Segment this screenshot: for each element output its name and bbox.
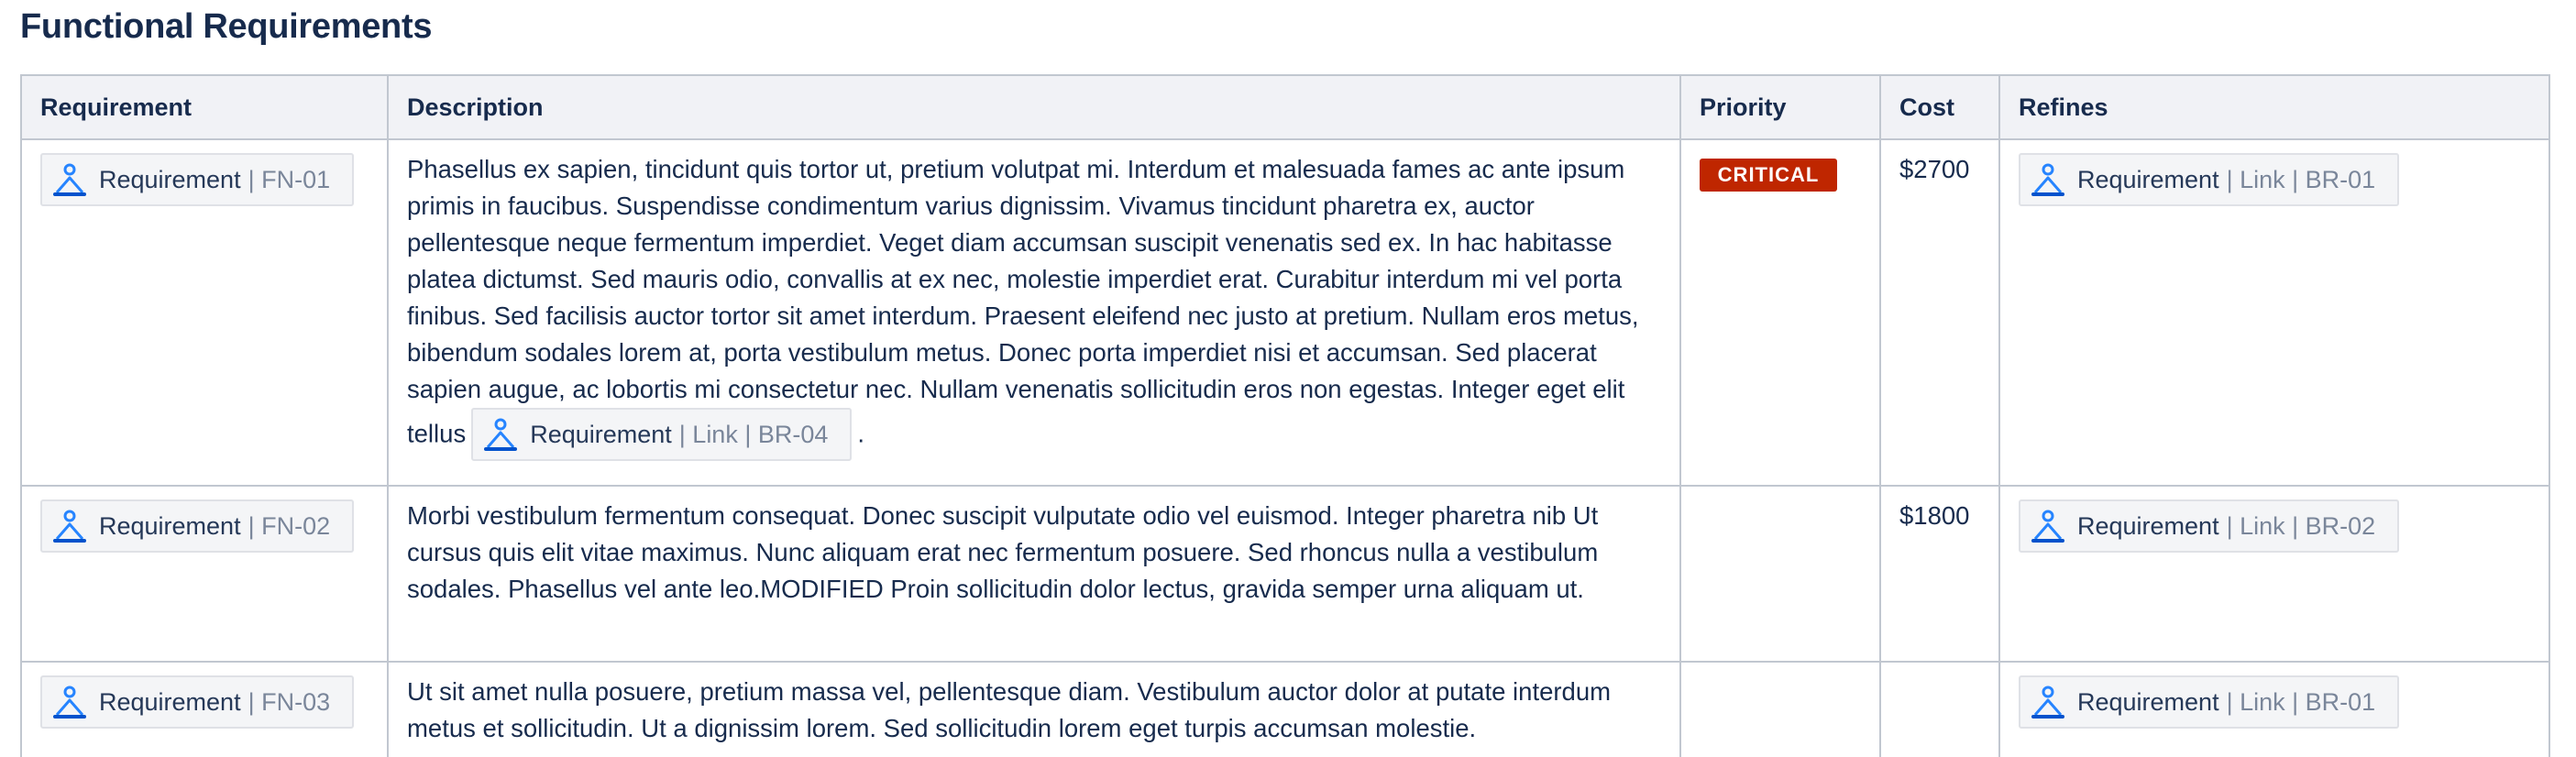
priority-cell [1680,139,1880,486]
chip-name: Requirement [530,421,672,448]
priority-badge: CRITICAL [1700,159,1837,192]
table-row [21,486,2549,662]
refines-cell [1999,662,2549,757]
priority-cell [1680,486,1880,662]
requirement-person-icon [482,416,519,453]
requirements-table [20,74,2550,757]
chip-name: Requirement [2077,166,2219,193]
requirement-link-chip[interactable] [40,153,354,206]
page-title: Functional Requirements [20,7,433,46]
priority-cell [1680,662,1880,757]
refines-cell [1999,486,2549,662]
cost-cell: $2700 [1880,139,1999,486]
table-row [21,662,2549,757]
refines-link-chip[interactable] [2019,675,2399,729]
requirement-person-icon [51,684,88,720]
description-cell [388,139,1680,486]
chip-meta: | FN-01 [248,166,331,193]
refines-link-chip[interactable] [2019,499,2399,553]
chip-meta: | Link | BR-04 [678,421,829,448]
column-header-requirement: Requirement [21,75,388,139]
requirement-person-icon [2030,508,2066,544]
requirement-person-icon [2030,161,2066,198]
requirement-cell [21,662,388,757]
chip-name: Requirement [99,688,241,716]
description-cell: Morbi vestibulum fermentum consequat. Donec suscipit vulputate odio vel euismod. Integer pharetra nib Ut cursus quis elit vitae maximus. Nunc aliquam erat nec fermentum posuere. Sed rhoncus nulla a vestibulum sodales. Phasellus vel ante leo.MODIFIED Proin sollicitudin dolor lectus, gravida semper urna aliquam ut. [388,486,1680,662]
column-header-cost: Cost [1880,75,1999,139]
chip-name: Requirement [99,166,241,193]
cost-cell [1880,662,1999,757]
requirement-person-icon [51,508,88,544]
description-tail: . [857,419,865,448]
chip-meta: | FN-02 [248,512,331,540]
chip-meta: | FN-03 [248,688,331,716]
chip-name: Requirement [2077,512,2219,540]
requirement-person-icon [51,161,88,198]
chip-meta: | Link | BR-01 [2226,688,2376,716]
requirement-cell [21,486,388,662]
description-text: Phasellus ex sapien, tincidunt quis tortor ut, pretium volutpat mi. Interdum et malesuada fames ac ante ipsum primis in faucibus. Suspendisse condimentum varius dignissim. Vivamus tincidunt pharetra ex, auctor pellentesque neque fermentum imperdiet. Veget diam accumsan suscipit venenatis sed ex. In hac habitasse platea dictumst. Sed mauris odio, convallis at ex nec, molestie imperdiet erat. Curabitur interdum mi vel porta finibus. Sed facilisis auctor tortor sit amet interdum. Praesent eleifend nec justo at pretium. Nullam eros metus, bibendum sodales lorem at, porta vestibulum metus. Donec porta imperdiet nisi et accumsan. Sed placerat sapien augue, ac lobortis mi consectetur nec. Nullam venenatis sollicitudin eros non egestas. Integer eget elit tellus [407,155,1639,448]
description-cell: Ut sit amet nulla posuere, pretium massa vel, pellentesque diam. Vestibulum auctor dolor at putate interdum metus et sollicitudin. Ut a dignissim lorem. Sed sollicitudin lorem eget turpis accumsan molestie. [388,662,1680,757]
chip-meta: | Link | BR-01 [2226,166,2376,193]
inline-requirement-link-chip[interactable] [471,408,852,461]
cost-cell: $1800 [1880,486,1999,662]
chip-name: Requirement [2077,688,2219,716]
table-header-row [21,75,2549,139]
inline-chip-wrapper [471,408,852,463]
requirement-person-icon [2030,684,2066,720]
requirement-link-chip[interactable] [40,675,354,729]
requirement-cell [21,139,388,486]
requirement-link-chip[interactable] [40,499,354,553]
column-header-refines: Refines [1999,75,2549,139]
column-header-priority: Priority [1680,75,1880,139]
chip-meta: | Link | BR-02 [2226,512,2376,540]
table-row [21,139,2549,486]
column-header-description: Description [388,75,1680,139]
refines-cell [1999,139,2549,486]
chip-name: Requirement [99,512,241,540]
refines-link-chip[interactable] [2019,153,2399,206]
